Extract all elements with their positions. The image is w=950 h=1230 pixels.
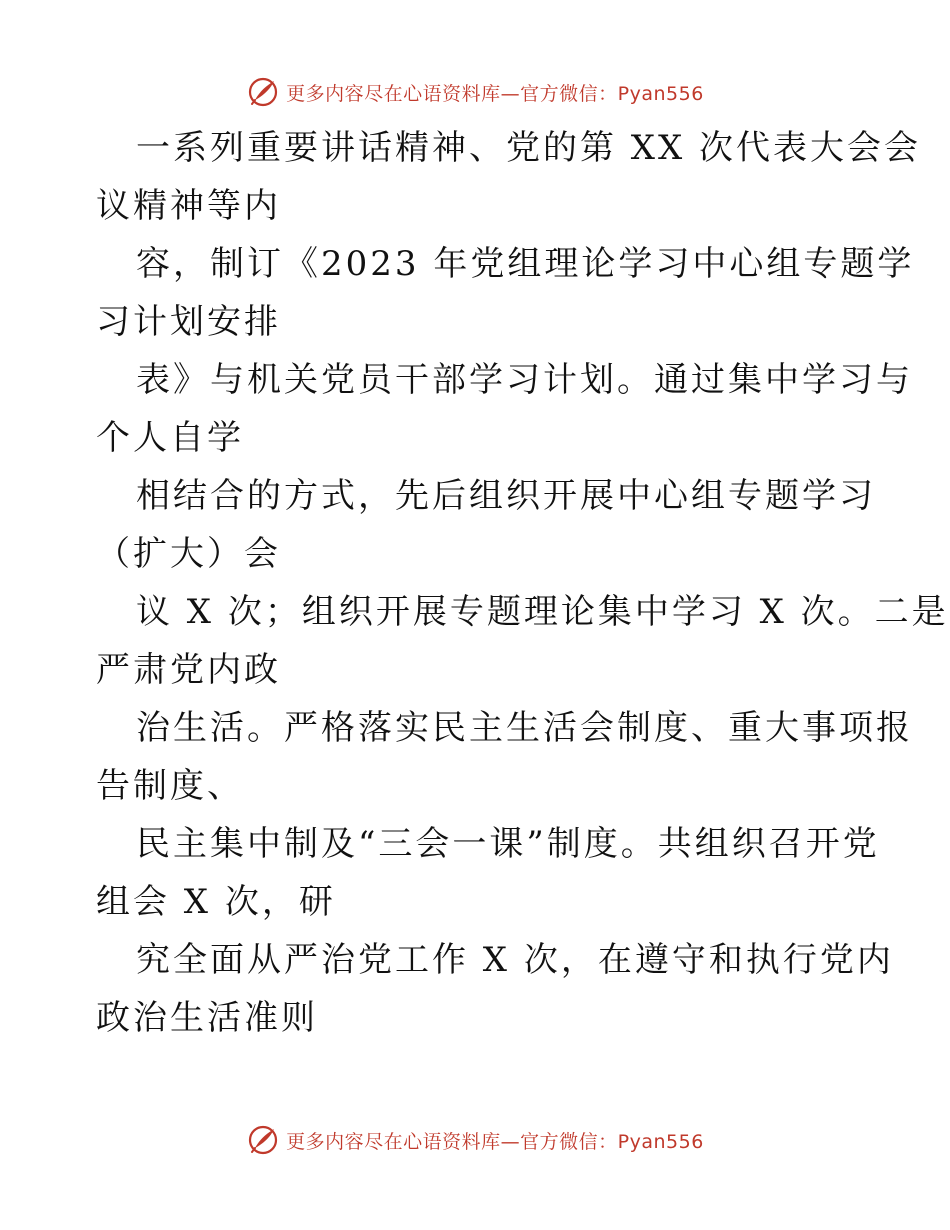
body-line: 究全面从严治党工作 X 次，在遵守和执行党内 xyxy=(136,940,894,980)
body-line: 容，制订《2023 年党组理论学习中心组专题学 xyxy=(136,244,915,284)
body-line: 组会 X 次，研 xyxy=(96,882,336,922)
footer-watermark-text: 更多内容尽在心语资料库—官方微信：Pyan556 xyxy=(286,1130,704,1153)
body-line: 告制度、 xyxy=(96,766,244,806)
body-line: 个人自学 xyxy=(96,418,244,458)
header-watermark-text: 更多内容尽在心语资料库—官方微信：Pyan556 xyxy=(286,82,704,105)
footer-watermark xyxy=(0,1120,950,1160)
body-line: 严肃党内政 xyxy=(96,650,281,690)
body-line: 议 X 次；组织开展专题理论集中学习 X 次。二是 xyxy=(136,592,949,632)
body-line: 治生活。严格落实民主生活会制度、重大事项报 xyxy=(136,708,913,748)
body-line: 一系列重要讲话精神、党的第 XX 次代表大会会 xyxy=(136,128,922,168)
body-line: 相结合的方式，先后组织开展中心组专题学习 xyxy=(136,476,876,516)
body-line: 议精神等内 xyxy=(96,186,281,226)
body-line: 习计划安排 xyxy=(96,302,281,342)
body-line: 政治生活准则 xyxy=(96,998,318,1038)
feather-pen-logo-icon xyxy=(246,1123,280,1157)
body-line: 民主集中制及“三会一课”制度。共组织召开党 xyxy=(136,824,880,864)
body-line: 表》与机关党员干部学习计划。通过集中学习与 xyxy=(136,360,913,400)
body-line: （扩大）会 xyxy=(96,534,281,574)
